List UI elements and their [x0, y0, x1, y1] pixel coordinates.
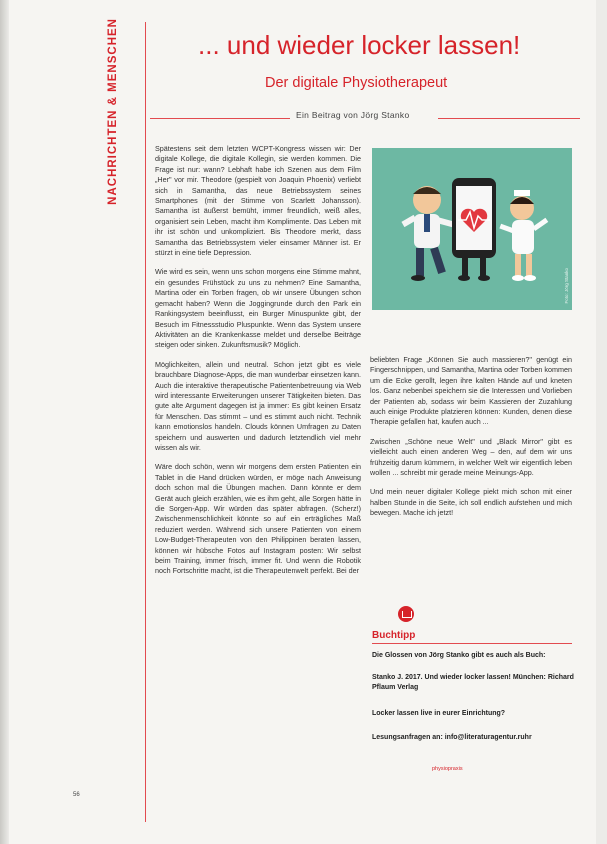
book-icon: [398, 606, 414, 622]
booktip-line: Stanko J. 2017. Und wieder locker lassen! München: Richard Pflaum Verlag: [372, 674, 574, 691]
cartoon-svg: [372, 148, 572, 310]
scan-shadow: [0, 0, 9, 844]
journal-footer: physiopraxis: [432, 766, 463, 772]
nurse-figure-icon: [499, 190, 548, 281]
byline-rule: [150, 118, 290, 119]
paragraph: Spätestens seit dem letzten WCPT-Kongress wissen wir: Der digitale Kollege, die digitale Kollegin, sie werden kommen. Die Frage ist nur: wann? Lebhaft habe ich Szenen aus dem Film „Her" vor mir. Theodore (gespielt von Joaquin Phoenix) verliebt sich in Samantha, das neue Betriebssystem seines Smartphones (mit der Stimme von Scarlett Johansson). Samantha ist äußerst bemüht, immer freundlich, weiß alles, organisiert sein Leben, macht ihm Komplimente. Das Leben mit ihr ist schön und unkompliziert. Bis Theodore merkt, dass Samantha das Betriebssystem vieler einsamer Männer ist. Er stürzt in eine tiefe Depression.: [155, 144, 361, 258]
image-credit: Foto: Jörg Stanko: [564, 268, 569, 304]
section-label: NACHRICHTEN & MENSCHEN: [107, 18, 119, 205]
paragraph: beliebten Frage „Können Sie auch massieren?" genügt ein Fingerschnippen, und Samantha, Martina oder Torben kommen um die Ecke gerollt, legen ihre kalten Hände auf und kneten los. Ganz nebenbei speichern sie die Interessen und Vorlieben der Patienten ab, sodass wir beim Kassieren der Zuzahlung auch einige Produkte platzieren können: Kunden, denen diese Therapie gefallen hat, kaufen auch ...: [370, 355, 572, 427]
article-column-left: [155, 144, 361, 586]
byline-rule: [438, 118, 580, 119]
paragraph: Zwischen „Schöne neue Welt" und „Black Mirror" gibt es vielleicht auch einen anderen Weg – den, auf dem wir uns frühzeitig darum kümmern, in welcher Welt wir eigentlich leben wollen ... schreibt mir gerade meine Meinungs-App.: [370, 436, 572, 478]
byline-row: [150, 110, 580, 126]
article-column-right: [370, 355, 572, 528]
paragraph: Wie wird es sein, wenn uns schon morgens eine Stimme mahnt, ein gesundes Frühstück zu uns zu nehmen? Eine Samantha, Martina oder ein Torben fragen, ob wir unsere Übungen schon gemacht haben? Wenn die Joggingrunde durch den Park ein Rankingsystem beeinflusst, ein Burger Minuspunkte gibt, der Besuch im Fitnessstudio Pluspunkte. Wenn das System unsere Aktivitäten an die Krankenkasse meldet und derselbe Beiträge steigen oder sinken. Zukunftsmusik? Möglich.: [155, 267, 361, 350]
article-title: ... und wieder locker lassen!: [198, 30, 521, 60]
vertical-divider: [145, 22, 146, 822]
byline: Ein Beitrag von Jörg Stanko: [296, 110, 410, 120]
doctor-figure-icon: [401, 186, 458, 281]
booktip-line: Lesungsanfragen an: info@literaturagentur.ruhr: [372, 734, 532, 741]
cartoon-illustration: [372, 148, 572, 310]
booktip-rule: [372, 643, 572, 644]
booktip-heading: Buchtipp: [372, 630, 416, 641]
booktip-line: Locker lassen live in eurer Einrichtung?: [372, 710, 506, 717]
smartphone-heart-icon: [452, 178, 496, 281]
booktip-line: Die Glossen von Jörg Stanko gibt es auch als Buch:: [372, 652, 546, 659]
paragraph: Und mein neuer digitaler Kollege piekt mich schon mit einer halben Stunde in die Seite, ich soll endlich aufstehen und mich bewegen. Mache ich jetzt!: [370, 487, 572, 518]
article-subtitle: Der digitale Physiotherapeut: [265, 75, 448, 91]
page-number: 56: [73, 792, 80, 798]
paragraph: Möglichkeiten, allein und neutral. Schon jetzt gibt es viele brauchbare Diagnose-Apps, die man wunderbar einsetzen kann. Auch die interaktive therapeutische Patientenbetreuung via Web wird interessante Erweiterungen unserer Tätigkeiten bieten. Das gute alte Argument dagegen ist ja immer: Es gibt keinen Ersatz für Menschen. Das stimmt – und es stimmt auch nicht. Technik kann emotionslos handeln. Clouds können Umfragen zu Daten speichern und auswerten und dadurch letztendlich viel mehr wissen als wir.: [155, 359, 361, 452]
paragraph: Wäre doch schön, wenn wir morgens dem ersten Patienten ein Tablet in die Hand drücken würden, er möge nach Anweisung doch schon mal die Übungen machen. Dann könnte er dem Gerät auch gleich erzählen, wie es ihm geht, alle Sorgen hätte in die Sorgen-App. Wir würden das später abfragen. (Scherz!) Zwischenmenschlichkeit könnte so auf ein erträgliches Maß reduziert werden. Während sich unsere Patienten von einem Low-Budget-Therapeuten von den Philippinen beraten lassen, können wir hübsche Fotos auf Instagram posten: Wir selbst beim Training, immer frisch, immer fit. Und wenn die Robotik noch Fortschritte macht, ist die Therapeutenwelt perfekt. Bei der: [155, 462, 361, 576]
